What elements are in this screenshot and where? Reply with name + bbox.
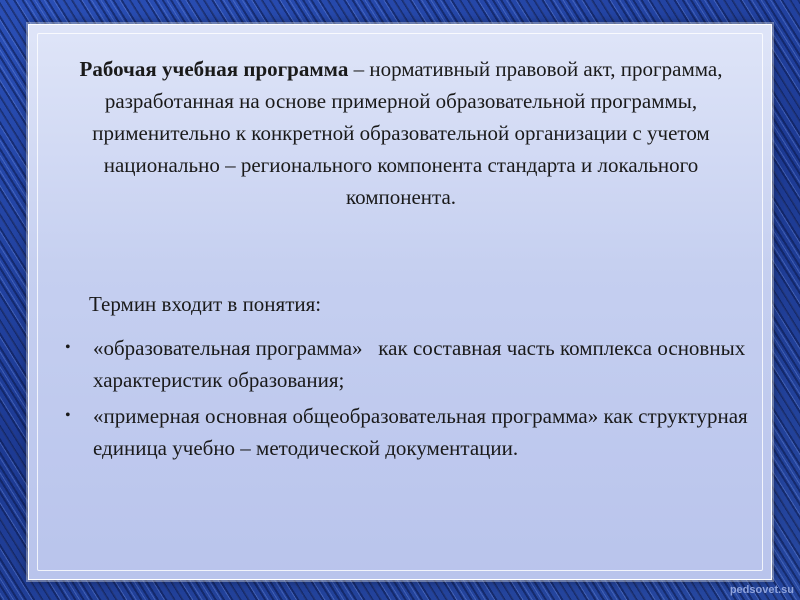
definition-term: Рабочая учебная программа — [79, 57, 349, 81]
term-intro: Термин входит в понятия: — [89, 292, 322, 316]
slide-panel — [28, 24, 772, 580]
definition-text: – нормативный правовой акт, программа, разработанная на основе примерной образовательной программы, применительно к конкретной образовательной организации с учетом национально – регионального компонента стандарта и локального компонента. — [92, 57, 723, 209]
definition-paragraph — [49, 53, 753, 213]
bullet-icon: • — [65, 339, 71, 356]
concept-text: «примерная основная общеобразовательная программа» как структурная единица учебно – методической документации. — [93, 404, 748, 460]
list-item — [59, 332, 749, 396]
concept-text: «образовательная программа» как составная часть комплекса основных характеристик образования; — [93, 336, 751, 392]
list-item — [59, 400, 749, 464]
concept-list — [59, 332, 749, 468]
watermark: pedsovet.su — [729, 584, 794, 596]
bullet-icon: • — [65, 407, 71, 424]
